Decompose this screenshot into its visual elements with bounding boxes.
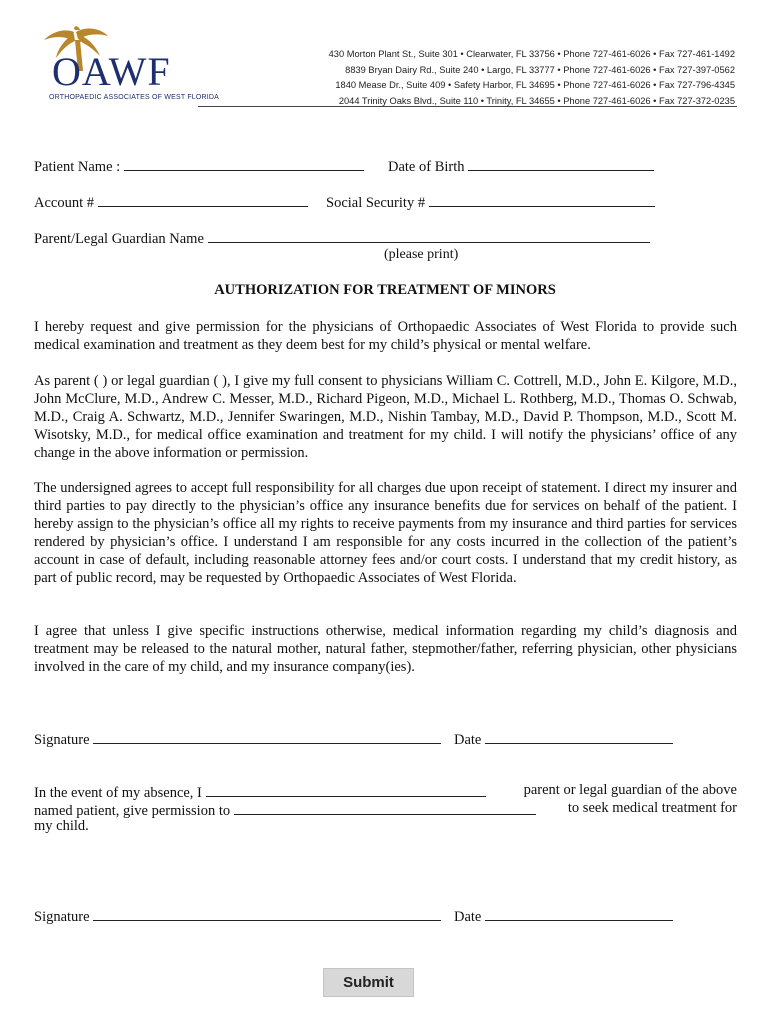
absence-text: parent or legal guardian of the above (523, 782, 737, 798)
address-line: 1840 Mease Dr., Suite 409 • Safety Harbor, FL 34695 • Phone 727-461-6026 • Fax 727-796-4345 (335, 80, 735, 91)
form-title: AUTHORIZATION FOR TREATMENT OF MINORS (214, 282, 556, 298)
ssn-field[interactable] (429, 192, 655, 207)
release-information-paragraph: I agree that unless I give specific instructions otherwise, medical information regarding my child’s diagnosis and treatment may be released to the natural mother, natural father, stepmother/father, referring physician, other physicians involved in the care of my child, and my insurance company(ies). (34, 623, 737, 675)
absence-text: In the event of my absence, I (34, 785, 202, 801)
absence-text: my child. (34, 818, 89, 834)
permission-paragraph: I hereby request and give permission for the physicians of Orthopaedic Associates of West Florida to provide such medical examination and treatment as they deem best for my child’s physical or mental welfare. (34, 319, 737, 353)
signature-label: Signature (34, 732, 90, 748)
date-field[interactable] (485, 906, 673, 921)
absence-text: to seek medical treatment for (567, 800, 737, 816)
submit-button[interactable]: Submit (323, 968, 414, 997)
authorized-person-field[interactable] (234, 800, 536, 815)
address-line: 430 Morton Plant St., Suite 301 • Clearwater, FL 33756 • Phone 727-461-6026 • Fax 727-461-1492 (328, 49, 735, 59)
absent-guardian-name-field[interactable] (206, 782, 486, 797)
guardian-label: Parent/Legal Guardian Name (34, 231, 204, 247)
financial-responsibility-paragraph: The undersigned agrees to accept full responsibility for all charges due upon receipt of statement. I direct my insurer and third parties to pay directly to the physician’s office any insurance benefits due for services on behalf of the patient. I hereby assign to the physician’s office all my rights to receive payments from my insurance and third parties for services rendered by physician’s office. I understand I am responsible for any costs incurred in the collection of the patient’s account in case of default, including reasonable attorney fees and/or court costs. I understand that my credit history, as part of public record, may be requested by Orthopaedic Associates of West Florida. (34, 480, 737, 586)
office-addresses (329, 47, 735, 110)
logo-text: OAWF (52, 49, 171, 94)
signature-field[interactable] (93, 906, 441, 921)
account-field[interactable] (98, 192, 308, 207)
address-line: 8839 Bryan Dairy Rd., Suite 240 • Largo, FL 33777 • Phone 727-461-6026 • Fax 727-397-0562 (345, 64, 735, 75)
date-label: Date (454, 732, 482, 748)
ssn-label: Social Security # (326, 195, 426, 211)
signature-label: Signature (34, 909, 90, 925)
date-label: Date (454, 909, 482, 925)
please-print-note: (please print) (384, 247, 459, 262)
header-divider (198, 106, 737, 107)
absence-text: named patient, give permission to (34, 803, 231, 819)
dob-label: Date of Birth (388, 159, 465, 175)
guardian-name-field[interactable] (208, 228, 650, 243)
consent-paragraph: As parent ( ) or legal guardian ( ), I give my full consent to physicians William C. Cottrell, M.D., John E. Kilgore, M.D., John McClure, M.D., Andrew C. Messer, M.D., Richard Pigeon, M.D., Michael L. Rothberg, M.D., Thomas O. Schwab, M.D., Craig A. Schwartz, M.D., Jennifer Swaringen, M.D., Nishin Tambay, M.D., David P. Thompson, M.D., Scott M. Wisotsky, M.D., for medical office examination and treatment for my child. I will notify the physicians’ office of any change in the above information or permission. (34, 373, 737, 461)
dob-field[interactable] (468, 156, 654, 171)
signature-field[interactable] (93, 729, 441, 744)
date-field[interactable] (485, 729, 673, 744)
account-label: Account # (34, 195, 94, 211)
patient-name-label: Patient Name : (34, 159, 121, 175)
patient-name-field[interactable] (124, 156, 364, 171)
logo-subtitle: ORTHOPAEDIC ASSOCIATES OF WEST FLORIDA (49, 94, 220, 101)
address-line: 2044 Trinity Oaks Blvd., Suite 110 • Trinity, FL 34655 • Phone 727-461-6026 • Fax 727-372-0235 (338, 96, 735, 107)
